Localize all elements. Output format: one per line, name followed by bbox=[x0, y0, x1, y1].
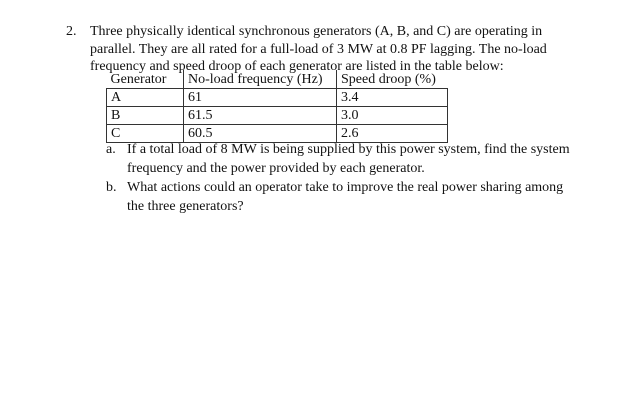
subquestion-b-line-2: the three generators? bbox=[127, 199, 244, 214]
subquestion-b-line-1: What actions could an operator take to improve the real power sharing among bbox=[127, 180, 564, 195]
header-no-load-frequency: No-load frequency (Hz) bbox=[184, 70, 337, 89]
subquestion-b-label: b. bbox=[106, 180, 117, 195]
header-speed-droop: Speed droop (%) bbox=[337, 70, 448, 89]
cell-droop: 3.4 bbox=[337, 89, 448, 107]
table-header-row bbox=[107, 70, 448, 89]
question-text-line-2: parallel. They are all rated for a full-load of 3 MW at 0.8 PF lagging. The no-load bbox=[90, 42, 547, 57]
header-generator: Generator bbox=[107, 70, 184, 89]
question-text-line-3: frequency and speed droop of each generator are listed in the table below: bbox=[90, 59, 504, 74]
subquestion-a-line-2: frequency and the power provided by each generator. bbox=[127, 161, 425, 176]
table-row bbox=[107, 89, 448, 107]
generator-table bbox=[106, 70, 448, 143]
cell-generator: A bbox=[107, 89, 184, 107]
cell-frequency: 61.5 bbox=[184, 107, 337, 125]
question-number: 2. bbox=[66, 24, 77, 39]
cell-generator: B bbox=[107, 107, 184, 125]
cell-droop: 3.0 bbox=[337, 107, 448, 125]
cell-droop: 2.6 bbox=[337, 125, 448, 143]
cell-generator: C bbox=[107, 125, 184, 143]
subquestion-a-label: a. bbox=[106, 142, 116, 157]
cell-frequency: 61 bbox=[184, 89, 337, 107]
cell-frequency: 60.5 bbox=[184, 125, 337, 143]
question-text-line-1: Three physically identical synchronous generators (A, B, and C) are operating in bbox=[90, 24, 543, 39]
subquestion-a-line-1: If a total load of 8 MW is being supplied by this power system, find the system bbox=[127, 142, 570, 157]
table-row bbox=[107, 107, 448, 125]
